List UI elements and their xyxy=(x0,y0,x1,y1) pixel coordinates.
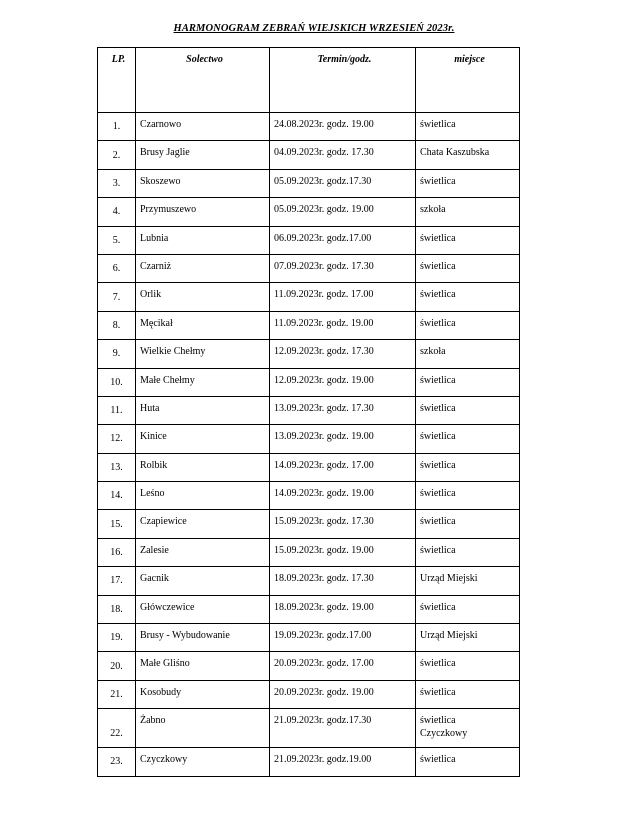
cell-termin: 06.09.2023r. godz.17.00 xyxy=(270,226,416,254)
cell-solectwo: Kinice xyxy=(136,425,270,453)
table-row xyxy=(98,396,520,424)
cell-miejsce: świetlica xyxy=(416,368,520,396)
cell-lp: 10. xyxy=(98,368,136,396)
cell-lp: 15. xyxy=(98,510,136,538)
table-row xyxy=(98,748,520,776)
cell-solectwo: Orlik xyxy=(136,283,270,311)
cell-termin: 11.09.2023r. godz. 19.00 xyxy=(270,311,416,339)
cell-termin: 15.09.2023r. godz. 19.00 xyxy=(270,538,416,566)
cell-termin: 12.09.2023r. godz. 17.30 xyxy=(270,340,416,368)
table-row xyxy=(98,538,520,566)
cell-solectwo: Męcikał xyxy=(136,311,270,339)
cell-lp: 1. xyxy=(98,113,136,141)
table-row xyxy=(98,226,520,254)
cell-termin: 21.09.2023r. godz.19.00 xyxy=(270,748,416,776)
cell-lp: 22. xyxy=(98,709,136,748)
cell-solectwo: Leśno xyxy=(136,482,270,510)
cell-miejsce: świetlica Czyczkowy xyxy=(416,709,520,748)
cell-lp: 11. xyxy=(98,396,136,424)
cell-termin: 07.09.2023r. godz. 17.30 xyxy=(270,254,416,282)
cell-miejsce: Urząd Miejski xyxy=(416,624,520,652)
table-row xyxy=(98,283,520,311)
header-solectwo: Solectwo xyxy=(136,48,270,113)
cell-lp: 14. xyxy=(98,482,136,510)
cell-lp: 23. xyxy=(98,748,136,776)
cell-miejsce: świetlica xyxy=(416,652,520,680)
cell-miejsce: świetlica xyxy=(416,169,520,197)
cell-miejsce: świetlica xyxy=(416,748,520,776)
cell-solectwo: Kosobudy xyxy=(136,680,270,708)
cell-solectwo: Główczewice xyxy=(136,595,270,623)
cell-solectwo: Huta xyxy=(136,396,270,424)
table-row xyxy=(98,425,520,453)
schedule-table xyxy=(97,47,520,777)
cell-miejsce: Chata Kaszubska xyxy=(416,141,520,169)
cell-solectwo: Czapiewice xyxy=(136,510,270,538)
cell-termin: 15.09.2023r. godz. 17.30 xyxy=(270,510,416,538)
cell-miejsce: Urząd Miejski xyxy=(416,567,520,595)
cell-miejsce: świetlica xyxy=(416,510,520,538)
cell-miejsce: świetlica xyxy=(416,283,520,311)
cell-termin: 12.09.2023r. godz. 19.00 xyxy=(270,368,416,396)
cell-solectwo: Brusy Jaglie xyxy=(136,141,270,169)
table-row xyxy=(98,169,520,197)
cell-lp: 8. xyxy=(98,311,136,339)
cell-solectwo: Wielkie Chełmy xyxy=(136,340,270,368)
cell-lp: 9. xyxy=(98,340,136,368)
cell-miejsce: szkoła xyxy=(416,340,520,368)
cell-miejsce: świetlica xyxy=(416,113,520,141)
cell-termin: 05.09.2023r. godz. 19.00 xyxy=(270,198,416,226)
header-miejsce: miejsce xyxy=(416,48,520,113)
cell-lp: 21. xyxy=(98,680,136,708)
table-row xyxy=(98,368,520,396)
cell-lp: 20. xyxy=(98,652,136,680)
cell-termin: 21.09.2023r. godz.17.30 xyxy=(270,709,416,748)
cell-termin: 04.09.2023r. godz. 17.30 xyxy=(270,141,416,169)
cell-termin: 19.09.2023r. godz.17.00 xyxy=(270,624,416,652)
cell-lp: 2. xyxy=(98,141,136,169)
cell-termin: 11.09.2023r. godz. 17.00 xyxy=(270,283,416,311)
table-row xyxy=(98,311,520,339)
table-row xyxy=(98,340,520,368)
table-row xyxy=(98,254,520,282)
cell-lp: 13. xyxy=(98,453,136,481)
table-row xyxy=(98,113,520,141)
cell-solectwo: Żabno xyxy=(136,709,270,748)
cell-termin: 18.09.2023r. godz. 19.00 xyxy=(270,595,416,623)
cell-miejsce: świetlica xyxy=(416,254,520,282)
table-row xyxy=(98,141,520,169)
cell-lp: 16. xyxy=(98,538,136,566)
cell-solectwo: Lubnia xyxy=(136,226,270,254)
cell-termin: 13.09.2023r. godz. 17.30 xyxy=(270,396,416,424)
cell-solectwo: Małe Chełmy xyxy=(136,368,270,396)
cell-termin: 24.08.2023r. godz. 19.00 xyxy=(270,113,416,141)
cell-termin: 13.09.2023r. godz. 19.00 xyxy=(270,425,416,453)
table-row xyxy=(98,510,520,538)
cell-termin: 20.09.2023r. godz. 17.00 xyxy=(270,652,416,680)
cell-solectwo: Przymuszewo xyxy=(136,198,270,226)
table-row xyxy=(98,482,520,510)
header-lp: LP. xyxy=(98,48,136,113)
cell-lp: 12. xyxy=(98,425,136,453)
cell-miejsce: świetlica xyxy=(416,482,520,510)
table-row xyxy=(98,624,520,652)
cell-miejsce: świetlica xyxy=(416,680,520,708)
cell-solectwo: Czarniż xyxy=(136,254,270,282)
cell-lp: 17. xyxy=(98,567,136,595)
table-row xyxy=(98,595,520,623)
cell-solectwo: Czarnowo xyxy=(136,113,270,141)
cell-termin: 05.09.2023r. godz.17.30 xyxy=(270,169,416,197)
cell-lp: 7. xyxy=(98,283,136,311)
cell-lp: 5. xyxy=(98,226,136,254)
table-row xyxy=(98,680,520,708)
cell-miejsce: szkoła xyxy=(416,198,520,226)
cell-lp: 3. xyxy=(98,169,136,197)
cell-miejsce: świetlica xyxy=(416,311,520,339)
cell-solectwo: Skoszewo xyxy=(136,169,270,197)
cell-solectwo: Zalesie xyxy=(136,538,270,566)
header-termin: Termin/godz. xyxy=(270,48,416,113)
table-header-row xyxy=(98,48,520,113)
cell-solectwo: Czyczkowy xyxy=(136,748,270,776)
cell-termin: 18.09.2023r. godz. 17.30 xyxy=(270,567,416,595)
cell-miejsce: świetlica xyxy=(416,226,520,254)
table-row xyxy=(98,453,520,481)
cell-solectwo: Brusy - Wybudowanie xyxy=(136,624,270,652)
cell-lp: 19. xyxy=(98,624,136,652)
cell-termin: 14.09.2023r. godz. 17.00 xyxy=(270,453,416,481)
cell-miejsce: świetlica xyxy=(416,425,520,453)
cell-miejsce: świetlica xyxy=(416,538,520,566)
table-row xyxy=(98,709,520,748)
cell-termin: 14.09.2023r. godz. 19.00 xyxy=(270,482,416,510)
table-row xyxy=(98,198,520,226)
cell-miejsce: świetlica xyxy=(416,595,520,623)
document-title: HARMONOGRAM ZEBRAŃ WIEJSKICH WRZESIEŃ 2023r. xyxy=(173,23,455,34)
cell-lp: 18. xyxy=(98,595,136,623)
cell-miejsce: świetlica xyxy=(416,453,520,481)
table-row xyxy=(98,652,520,680)
cell-solectwo: Małe Gliśno xyxy=(136,652,270,680)
cell-solectwo: Gacnik xyxy=(136,567,270,595)
cell-miejsce: świetlica xyxy=(416,396,520,424)
cell-lp: 4. xyxy=(98,198,136,226)
cell-solectwo: Rolbik xyxy=(136,453,270,481)
cell-lp: 6. xyxy=(98,254,136,282)
cell-termin: 20.09.2023r. godz. 19.00 xyxy=(270,680,416,708)
table-row xyxy=(98,567,520,595)
